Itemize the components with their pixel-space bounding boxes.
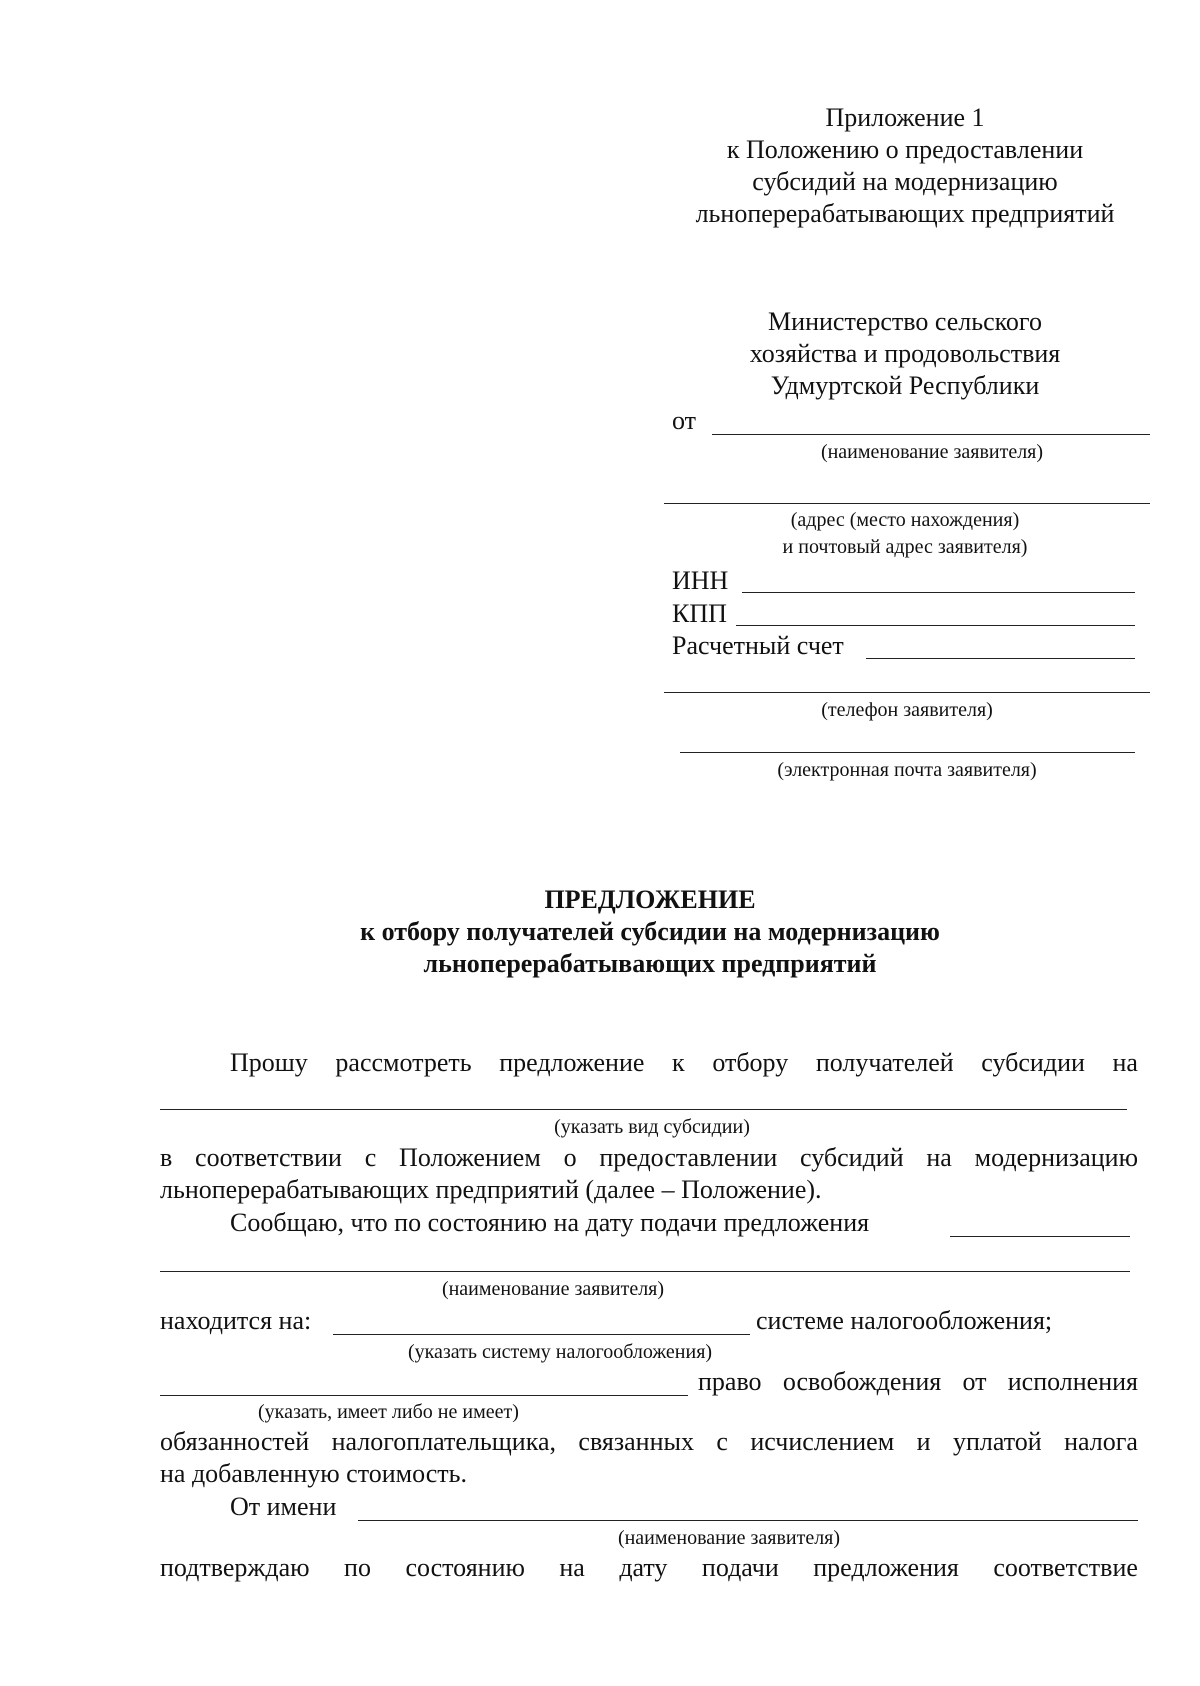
account-line[interactable] [866, 658, 1135, 659]
address-caption-2: и почтовый адрес заявителя) [782, 536, 1028, 558]
on-behalf-line[interactable] [358, 1520, 1138, 1521]
email-line[interactable] [680, 752, 1135, 753]
word: состоянию [405, 1553, 525, 1582]
word: от [962, 1367, 987, 1396]
word: подтверждаю [160, 1553, 310, 1582]
word: обязанностей [160, 1427, 310, 1456]
applicant-name-line[interactable] [712, 434, 1150, 435]
exemption-caption: (указать, имеет либо не имеет) [258, 1401, 519, 1423]
word: Положением [399, 1143, 541, 1172]
report-date-line[interactable] [950, 1236, 1130, 1237]
addressee-line-1: Министерство сельского [768, 307, 1042, 336]
word: к [672, 1048, 685, 1077]
exemption-line[interactable] [160, 1395, 688, 1396]
tax-system-caption: (указать систему налогообложения) [407, 1341, 713, 1363]
word: в [160, 1143, 173, 1172]
appendix-number: Приложение 1 [825, 103, 985, 132]
word: по [344, 1553, 371, 1582]
word: налога [1064, 1427, 1138, 1456]
word: субсидий [800, 1143, 904, 1172]
regulation-paragraph-line-1 [160, 1142, 1138, 1174]
word: субсидии [981, 1048, 1085, 1077]
document-title: ПРЕДЛОЖЕНИЕ [544, 885, 756, 914]
appendix-subject-cont: льноперерабатывающих предприятий [695, 199, 1115, 228]
report-applicant-line[interactable] [160, 1271, 1130, 1272]
email-caption: (электронная почта заявителя) [777, 759, 1037, 781]
word: налогоплательщика, [331, 1427, 556, 1456]
tax-system-tail: системе налогообложения; [756, 1306, 1053, 1335]
duties-line-1 [160, 1426, 1138, 1458]
on-behalf-caption: (наименование заявителя) [617, 1527, 841, 1549]
word: Прошу [230, 1048, 308, 1077]
from-label: от [672, 406, 697, 435]
word: соответствие [993, 1553, 1138, 1582]
word: исполнения [1007, 1367, 1138, 1396]
inn-line[interactable] [742, 592, 1135, 593]
word: с [364, 1143, 377, 1172]
located-on-label: находится на: [160, 1306, 312, 1335]
word: на [1112, 1048, 1138, 1077]
duties-line-2: на добавленную стоимость. [160, 1459, 467, 1488]
word: на [559, 1553, 585, 1582]
appendix-reference: к Положению о предоставлении [726, 135, 1084, 164]
account-label: Расчетный счет [672, 631, 844, 660]
document-subtitle-1: к отбору получателей субсидии на модернизацию [360, 917, 940, 946]
kpp-label: КПП [672, 599, 727, 628]
tax-system-line[interactable] [333, 1334, 750, 1335]
word: о [563, 1143, 577, 1172]
word: дату [619, 1553, 668, 1582]
word: отбору [712, 1048, 789, 1077]
document-subtitle-2: льноперерабатывающих предприятий [423, 949, 877, 978]
applicant-name-caption: (наименование заявителя) [820, 441, 1044, 463]
phone-caption: (телефон заявителя) [821, 699, 993, 721]
subsidy-type-line[interactable] [160, 1109, 1127, 1110]
subsidy-type-caption: (указать вид субсидии) [554, 1116, 750, 1138]
on-behalf-label: От имени [230, 1492, 337, 1521]
word: получателей [815, 1048, 954, 1077]
request-paragraph-line-1 [230, 1047, 1138, 1079]
kpp-line[interactable] [736, 625, 1135, 626]
word: связанных [578, 1427, 694, 1456]
word: право [698, 1367, 762, 1396]
word: соответствии [195, 1143, 342, 1172]
word: уплатой [952, 1427, 1042, 1456]
address-caption-1: (адрес (место нахождения) [790, 509, 1020, 531]
inn-label: ИНН [672, 566, 729, 595]
word: исчислением [750, 1427, 895, 1456]
word: предоставлении [599, 1143, 778, 1172]
phone-line[interactable] [664, 692, 1150, 693]
word: предложения [813, 1553, 959, 1582]
report-applicant-caption: (наименование заявителя) [441, 1278, 665, 1300]
word: подачи [701, 1553, 779, 1582]
word: освобождения [782, 1367, 942, 1396]
appendix-subject: субсидий на модернизацию [752, 167, 1058, 196]
addressee-line-2: хозяйства и продовольствия [749, 339, 1061, 368]
confirm-line-1 [160, 1552, 1138, 1584]
word: предложение [499, 1048, 645, 1077]
word: на [926, 1143, 952, 1172]
word: модернизацию [974, 1143, 1138, 1172]
applicant-address-line[interactable] [664, 503, 1150, 504]
regulation-paragraph-line-2: льноперерабатывающих предприятий (далее – Положение). [160, 1175, 822, 1204]
report-paragraph-line-1: Сообщаю, что по состоянию на дату подачи предложения [230, 1208, 870, 1237]
word: рассмотреть [335, 1048, 472, 1077]
exemption-text [698, 1366, 1138, 1398]
addressee-line-3: Удмуртской Республики [770, 371, 1040, 400]
word: и [916, 1427, 931, 1456]
word: с [716, 1427, 728, 1456]
